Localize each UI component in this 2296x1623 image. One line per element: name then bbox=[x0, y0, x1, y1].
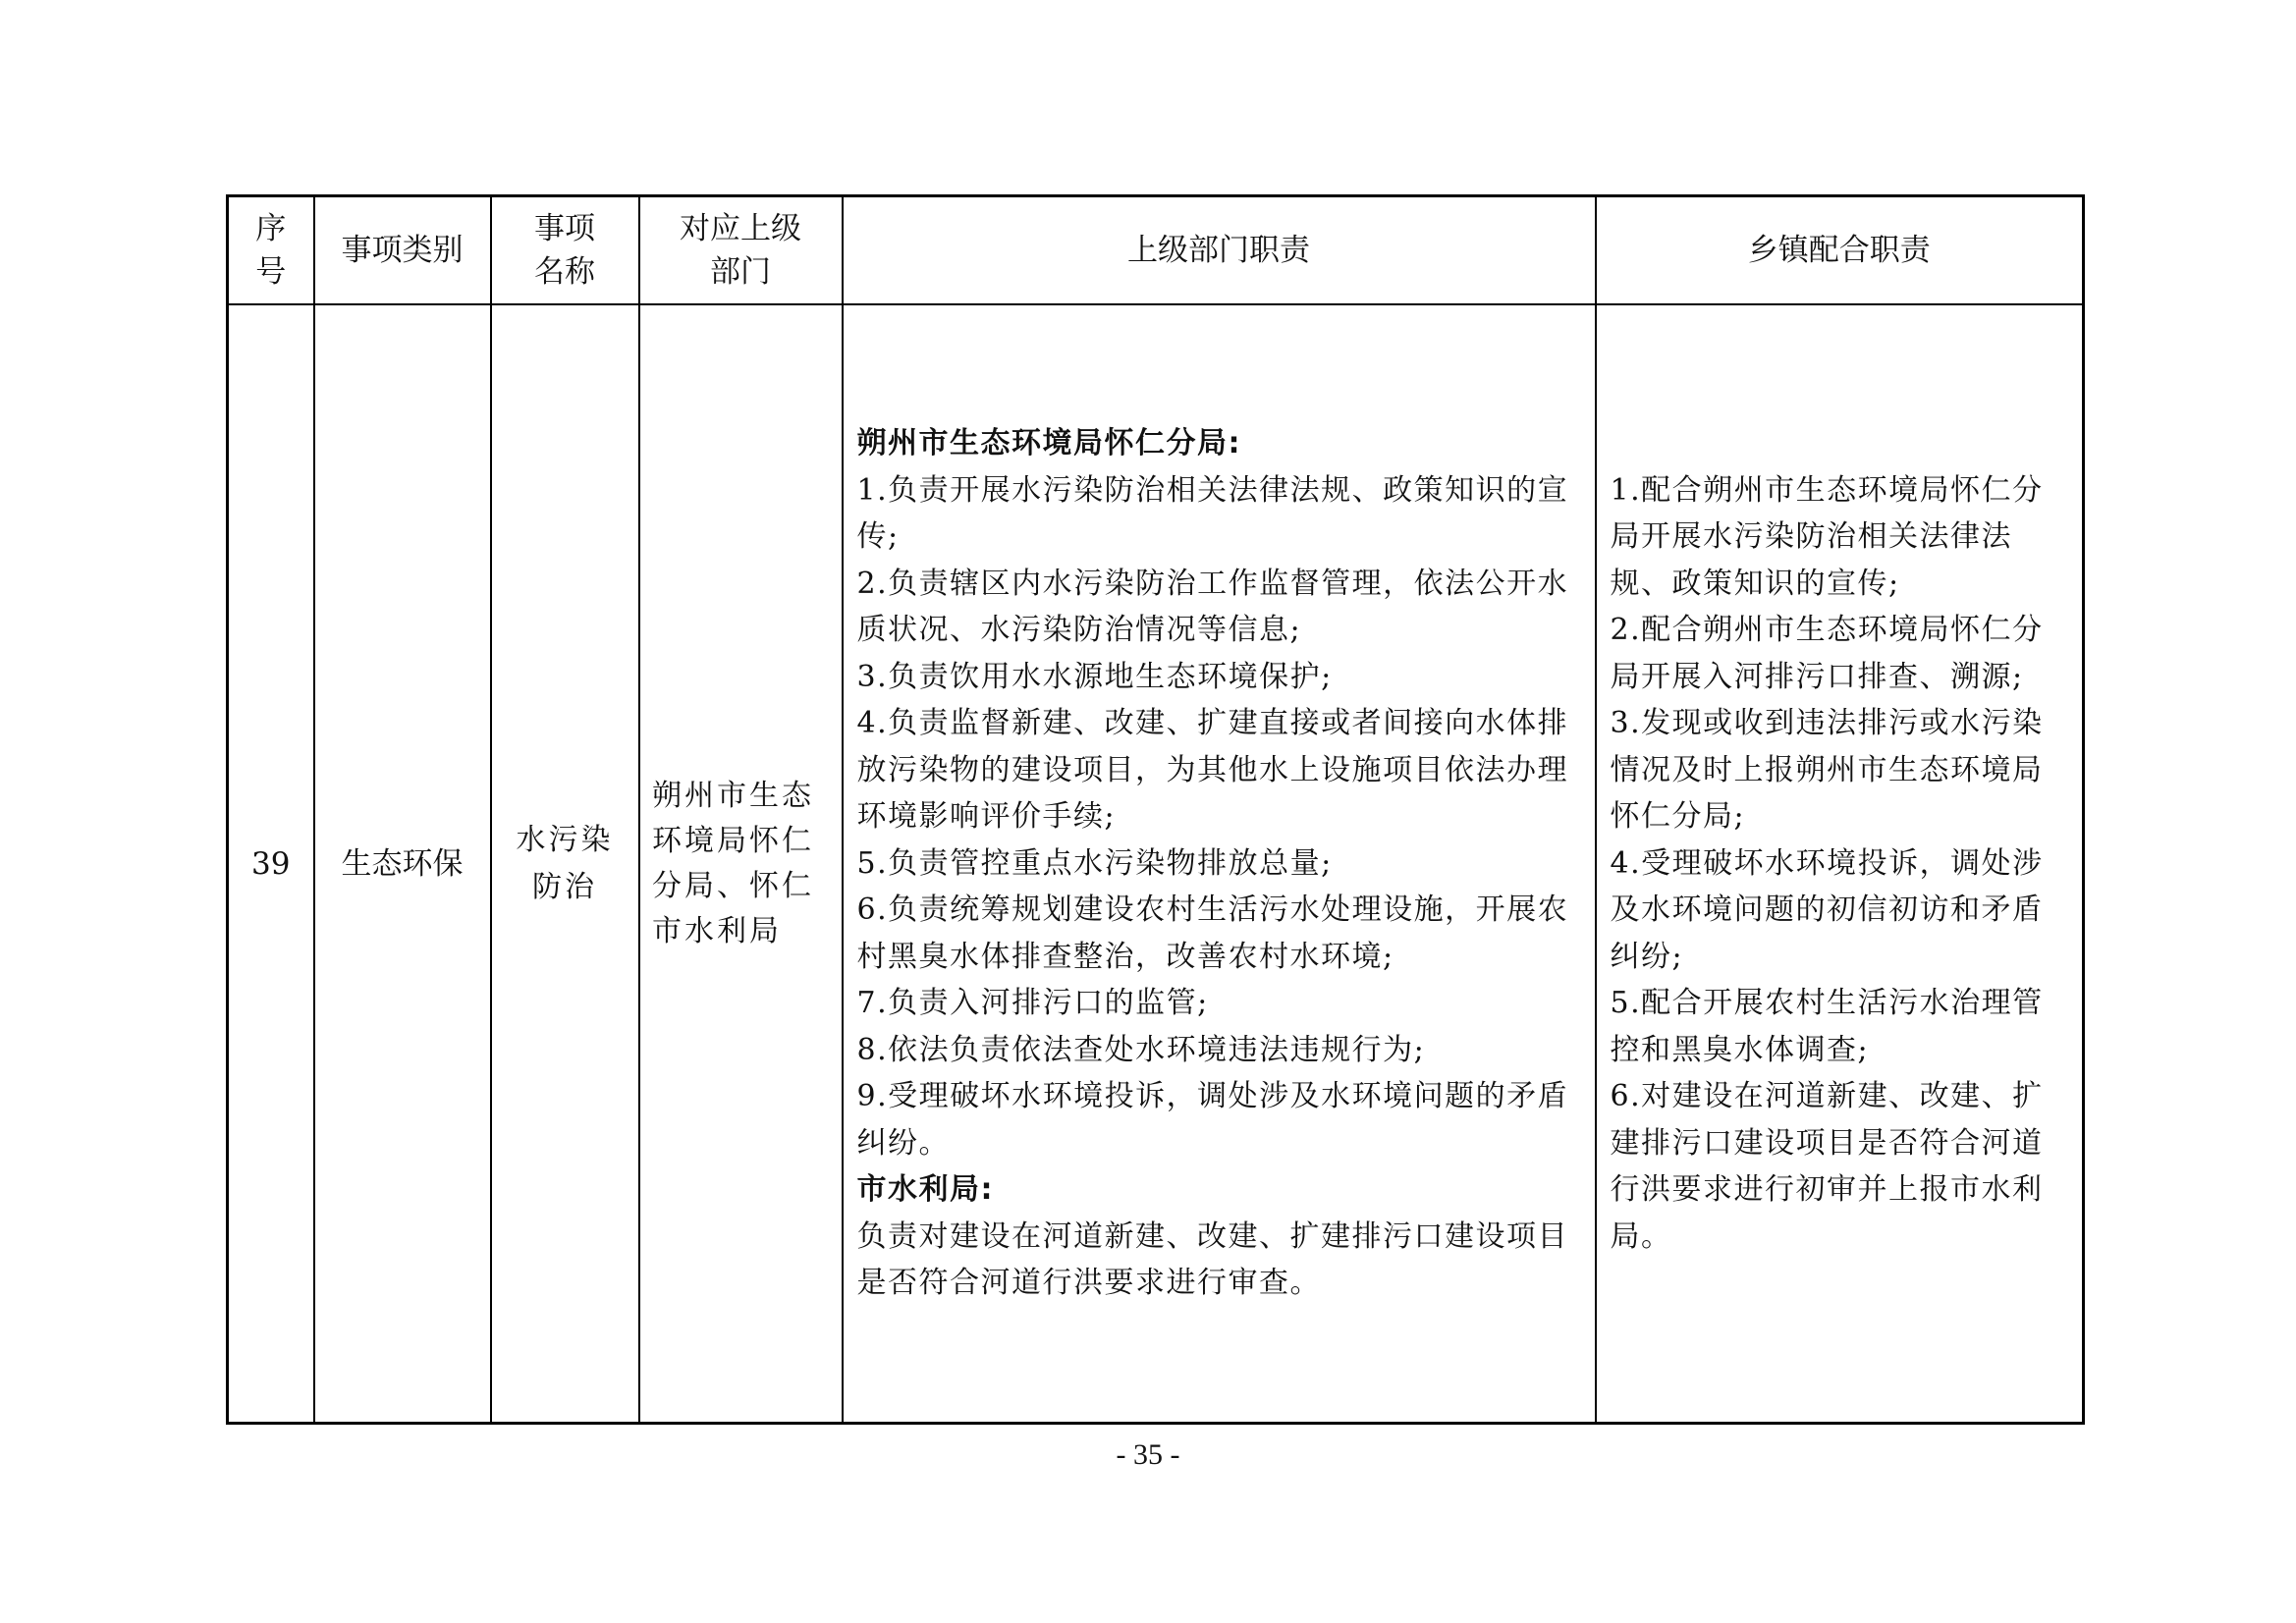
town-item-2: 2.配合朔州市生态环境局怀仁分局开展入河排污口排查、溯源; bbox=[1610, 613, 2044, 694]
row-item-name-cell bbox=[491, 304, 639, 1424]
page-number: - 35 - bbox=[1116, 1438, 1180, 1471]
row-seq: 39 bbox=[228, 304, 314, 1424]
upper-item-4: 4.负责监督新建、改建、扩建直接或者间接向水体排放污染物的建设项目，为其他水上设施项目依法办理环境影响评价手续; bbox=[856, 706, 1569, 835]
upper-section2-title: 市水利局: bbox=[856, 1172, 994, 1208]
town-item-6: 6.对建设在河道新建、改建、扩建排污口建设项目是否符合河道行洪要求进行初审并上报市水利局。 bbox=[1610, 1079, 2044, 1254]
upper-section1-title: 朔州市生态环境局怀仁分局: bbox=[856, 426, 1241, 461]
header-town-duties: 乡镇配合职责 bbox=[1596, 196, 2084, 305]
town-item-1: 1.配合朔州市生态环境局怀仁分局开展水污染防治相关法律法规、政策知识的宣传; bbox=[1610, 472, 2044, 601]
row-category: 生态环保 bbox=[314, 304, 491, 1424]
upper-duties-cell bbox=[843, 304, 1596, 1424]
header-item-name-label: 事项名称 bbox=[534, 211, 595, 290]
upper-item-3: 3.负责饮用水水源地生态环境保护; bbox=[856, 659, 1333, 694]
upper-item-5: 5.负责管控重点水污染物排放总量; bbox=[856, 845, 1333, 881]
row-dept: 朔州市生态环境局怀仁分局、怀仁市水利局 bbox=[652, 778, 814, 948]
upper-section2-item-1: 负责对建设在河道新建、改建、扩建排污口建设项目是否符合河道行洪要求进行审查。 bbox=[856, 1218, 1568, 1301]
header-row bbox=[228, 196, 2084, 305]
upper-duties bbox=[857, 420, 1581, 1307]
town-item-5: 5.配合开展农村生活污水治理管控和黑臭水体调查; bbox=[1610, 986, 2044, 1067]
header-seq-label: 序号 bbox=[255, 211, 287, 290]
upper-item-7: 7.负责入河排污口的监管; bbox=[856, 986, 1209, 1021]
upper-item-8: 8.依法负责依法查处水环境违法违规行为; bbox=[856, 1032, 1426, 1067]
header-item-name bbox=[491, 196, 639, 305]
row-item-name: 水污染防治 bbox=[516, 822, 614, 904]
town-item-4: 4.受理破坏水环境投诉，调处涉及水环境问题的初信初访和矛盾纠纷; bbox=[1610, 845, 2044, 974]
row-dept-cell bbox=[639, 304, 843, 1424]
header-dept bbox=[639, 196, 843, 305]
town-item-3: 3.发现或收到违法排污或水污染情况及时上报朔州市生态环境局怀仁分局; bbox=[1610, 706, 2044, 835]
header-seq bbox=[228, 196, 314, 305]
header-upper-duties: 上级部门职责 bbox=[843, 196, 1596, 305]
responsibility-table bbox=[226, 194, 2085, 1425]
table-row bbox=[228, 304, 2084, 1424]
upper-item-9: 9.受理破坏水环境投诉，调处涉及水环境问题的矛盾纠纷。 bbox=[856, 1079, 1569, 1161]
town-duties-cell bbox=[1596, 304, 2084, 1424]
town-duties bbox=[1611, 467, 2069, 1261]
upper-item-2: 2.负责辖区内水污染防治工作监督管理，依法公开水质状况、水污染防治情况等信息; bbox=[856, 566, 1569, 648]
upper-item-6: 6.负责统筹规划建设农村生活污水处理设施，开展农村黑臭水体排查整治，改善农村水环境; bbox=[856, 893, 1569, 974]
upper-item-1: 1.负责开展水污染防治相关法律法规、政策知识的宣传; bbox=[856, 472, 1569, 555]
header-dept-label: 对应上级部门 bbox=[680, 211, 801, 290]
header-category: 事项类别 bbox=[314, 196, 491, 305]
